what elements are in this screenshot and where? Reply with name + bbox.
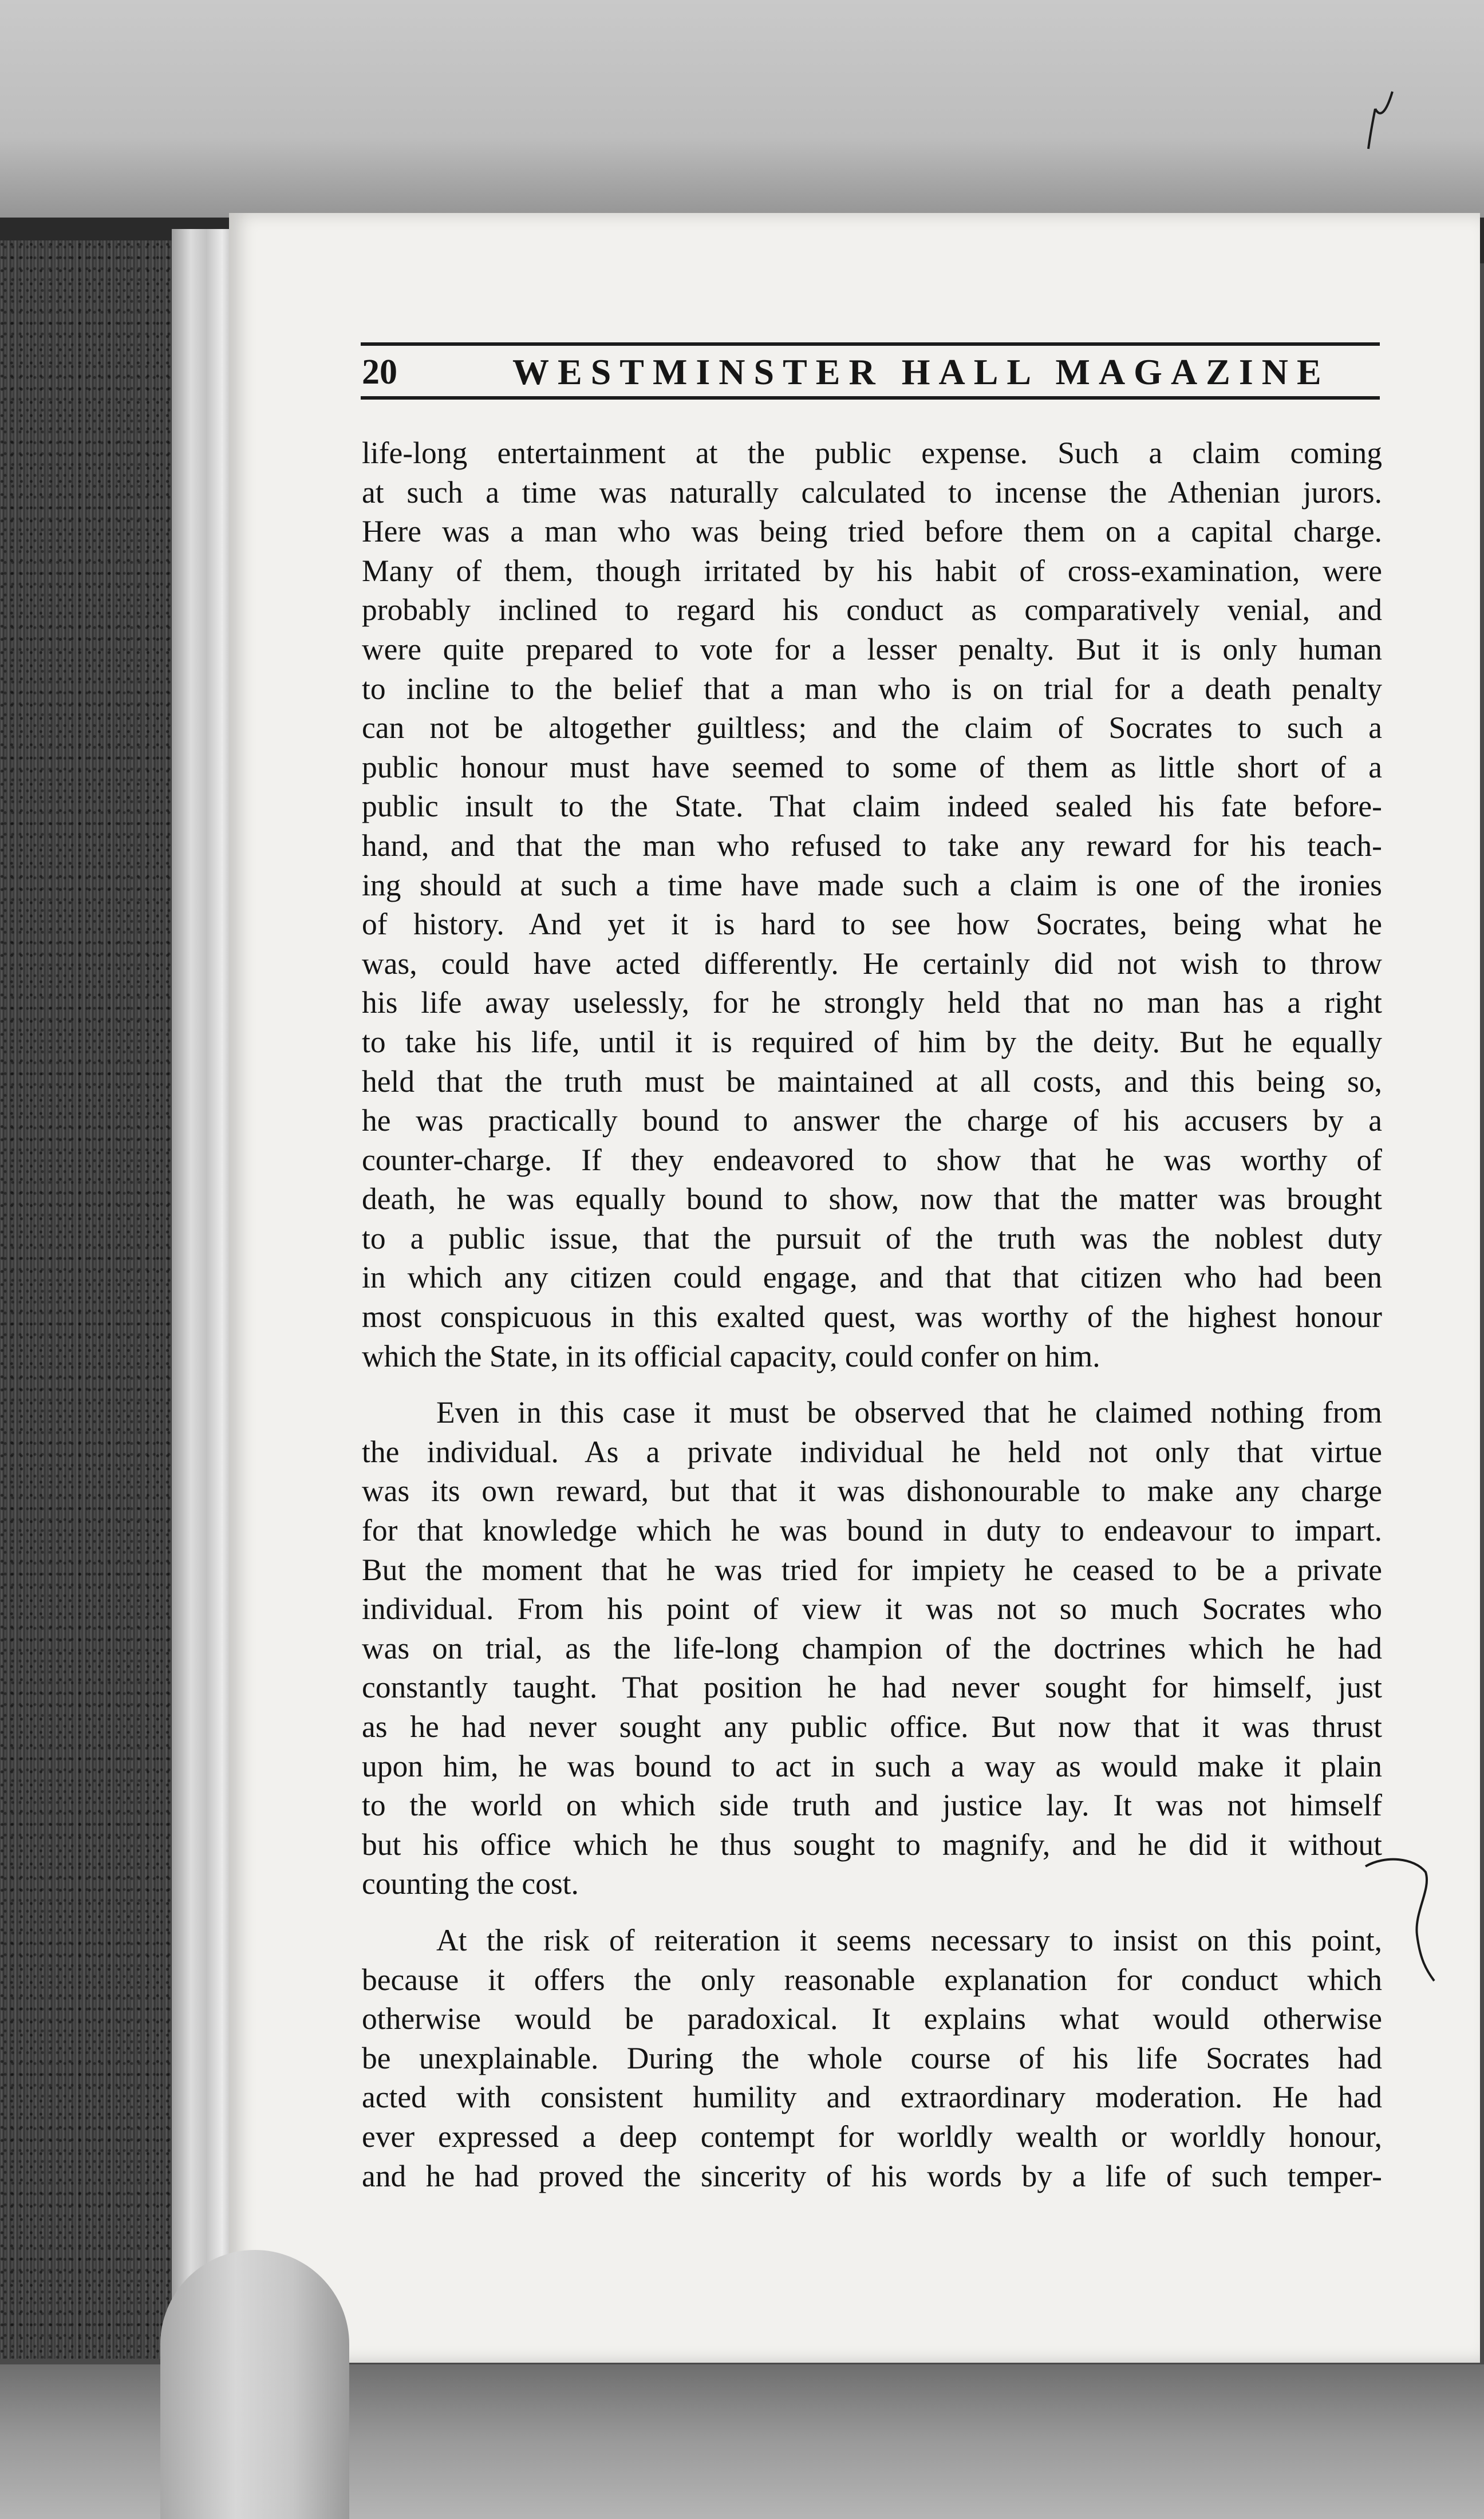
text-line: But the moment that he was tried for impiety he ceased to be a private bbox=[362, 1552, 1382, 1587]
text-line: held that the truth must be maintained at all costs, and this being so, bbox=[362, 1064, 1382, 1099]
text-line: because it offers the only reasonable explanation for conduct which bbox=[362, 1962, 1382, 1997]
text-line: was its own reward, but that it was dishonourable to make any charge bbox=[362, 1474, 1382, 1509]
text-line: probably inclined to regard his conduct as comparatively venial, and bbox=[362, 593, 1382, 627]
page-stack-edge bbox=[172, 229, 235, 2359]
text-line: Even in this case it must be observed that he claimed nothing from bbox=[436, 1395, 1382, 1430]
pen-mark-side bbox=[1363, 1849, 1437, 1987]
text-line: which the State, in its official capacity, could confer on him. bbox=[362, 1339, 1100, 1373]
paragraph bbox=[362, 1921, 1382, 2196]
text-line: At the risk of reiteration it seems necessary to insist on this point, bbox=[436, 1922, 1382, 1957]
text-line: counter-charge. If they endeavored to show that he was worthy of bbox=[362, 1142, 1382, 1177]
text-line: ing should at such a time have made such a claim is one of the ironies bbox=[362, 867, 1382, 902]
text-line: most conspicuous in this exalted quest, was worthy of the highest honour bbox=[362, 1300, 1382, 1334]
text-line: otherwise would be paradoxical. It explains what would otherwise bbox=[362, 2001, 1382, 2036]
paragraph-gap bbox=[362, 1376, 1382, 1393]
running-head: WESTMINSTER HALL MAGAZINE bbox=[512, 352, 1330, 392]
text-line: the individual. As a private individual he held not only that virtue bbox=[362, 1434, 1382, 1469]
text-line: at such a time was naturally calculated to incense the Athenian jurors. bbox=[362, 475, 1382, 510]
text-line: public insult to the State. That claim indeed sealed his fate before- bbox=[362, 789, 1382, 824]
book-page bbox=[229, 213, 1480, 2363]
article-body bbox=[362, 433, 1382, 2196]
text-line: hand, and that the man who refused to take any reward for his teach- bbox=[362, 828, 1382, 863]
backdrop-top bbox=[0, 0, 1484, 229]
text-line: to take his life, until it is required of him by the deity. But he equally bbox=[362, 1024, 1382, 1059]
text-line: were quite prepared to vote for a lesser penalty. But it is only human bbox=[362, 631, 1382, 666]
text-line: of history. And yet it is hard to see how Socrates, being what he bbox=[362, 907, 1382, 942]
paragraph-gap bbox=[362, 1904, 1382, 1921]
paragraph bbox=[362, 1393, 1382, 1904]
text-line: individual. From his point of view it was not so much Socrates who bbox=[362, 1592, 1382, 1626]
text-line: to incline to the belief that a man who is on trial for a death penalty bbox=[362, 671, 1382, 706]
text-line: but his office which he thus sought to magnify, and he did it without bbox=[362, 1827, 1382, 1862]
text-line: life-long entertainment at the public expense. Such a claim coming bbox=[362, 436, 1382, 470]
thumb bbox=[160, 2250, 349, 2519]
text-line: Here was a man who was being tried before them on a capital charge. bbox=[362, 514, 1382, 549]
header-rule-top bbox=[361, 342, 1380, 346]
text-line: public honour must have seemed to some of them as little short of a bbox=[362, 749, 1382, 784]
text-line: counting the cost. bbox=[362, 1866, 579, 1901]
text-line: death, he was equally bound to show, now that the matter was brought bbox=[362, 1182, 1382, 1217]
paragraph bbox=[362, 433, 1382, 1376]
text-line: ever expressed a deep contempt for worldly wealth or worldly honour, bbox=[362, 2119, 1382, 2154]
page-stack-speckle bbox=[0, 240, 172, 2359]
text-line: to a public issue, that the pursuit of the truth was the noblest duty bbox=[362, 1221, 1382, 1255]
text-line: constantly taught. That position he had never sought for himself, just bbox=[362, 1670, 1382, 1705]
text-line: Many of them, though irritated by his habit of cross-examination, were bbox=[362, 553, 1382, 588]
text-line: as he had never sought any public office. But now that it was thrust bbox=[362, 1709, 1382, 1744]
text-line: to the world on which side truth and justice lay. It was not himself bbox=[362, 1788, 1382, 1823]
pen-mark-top bbox=[1363, 86, 1397, 155]
text-line: acted with consistent humility and extraordinary moderation. He had bbox=[362, 2080, 1382, 2115]
text-line: in which any citizen could engage, and that that citizen who had been bbox=[362, 1260, 1382, 1295]
text-line: can not be altogether guiltless; and the claim of Socrates to such a bbox=[362, 710, 1382, 745]
text-line: be unexplainable. During the whole course of his life Socrates had bbox=[362, 2040, 1382, 2075]
header-rule-bottom bbox=[361, 396, 1380, 400]
text-line: for that knowledge which he was bound in duty to endeavour to impart. bbox=[362, 1513, 1382, 1548]
text-line: his life away uselessly, for he strongly held that no man has a right bbox=[362, 985, 1382, 1020]
page-number: 20 bbox=[362, 353, 397, 392]
text-line: upon him, he was bound to act in such a way as would make it plain bbox=[362, 1748, 1382, 1783]
text-line: he was practically bound to answer the charge of his accusers by a bbox=[362, 1103, 1382, 1138]
text-line: and he had proved the sincerity of his words by a life of such temper- bbox=[362, 2158, 1382, 2193]
text-line: was, could have acted differently. He certainly did not wish to throw bbox=[362, 946, 1382, 981]
text-line: was on trial, as the life-long champion of the doctrines which he had bbox=[362, 1630, 1382, 1665]
